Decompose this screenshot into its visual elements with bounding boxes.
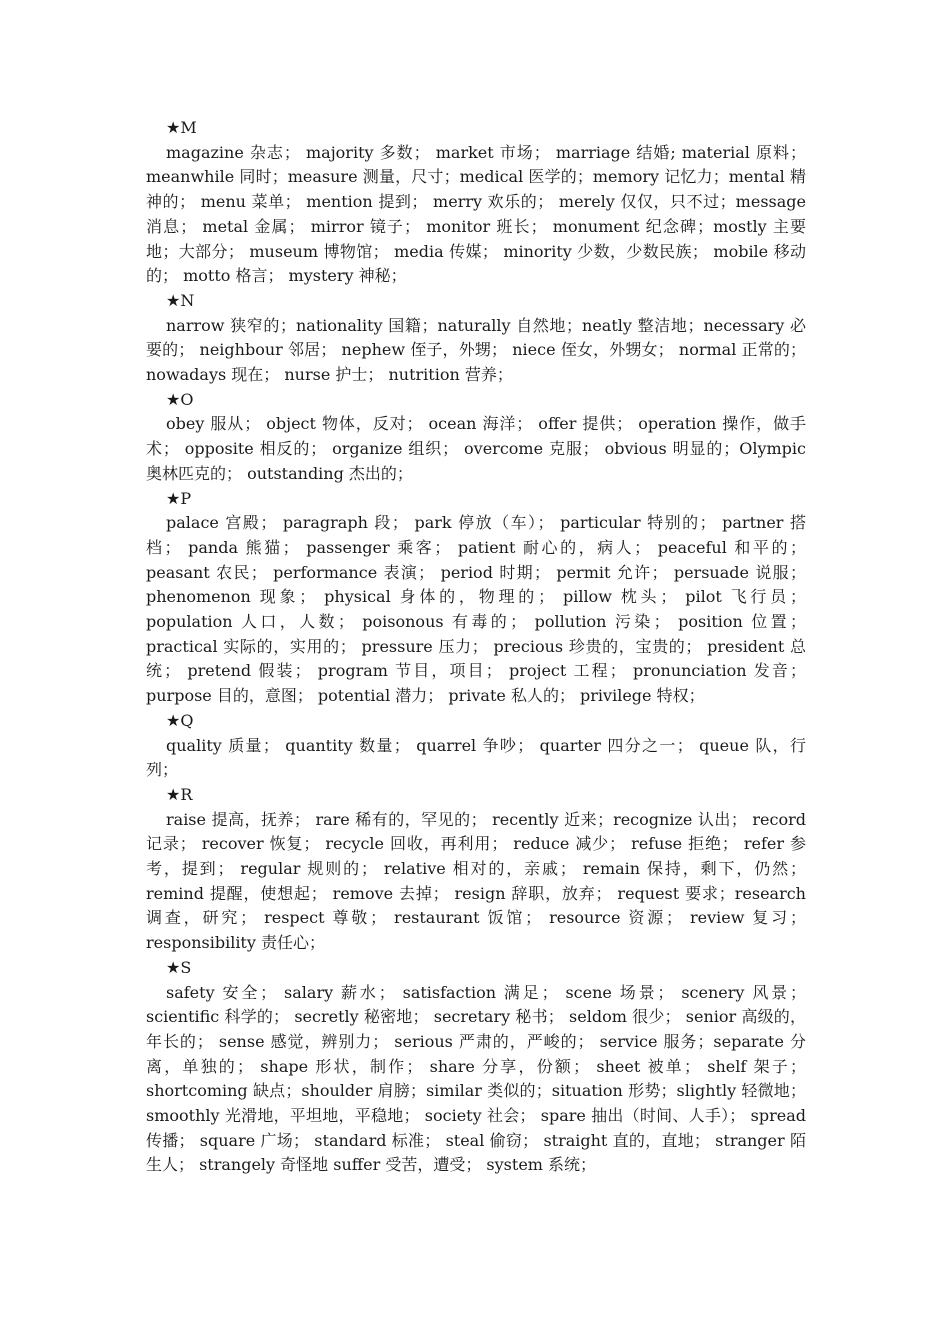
section-text-m: magazine 杂志； majority 多数； market 市场； marriage 结婚; material 原料；meanwhile 同时；measure 测量，尺寸；medical 医学的；memory 记忆力；mental 精神的； menu 菜单； mention 提到； merry 欢乐的； merely 仅仅，只不过；message 消息； metal 金属； mirror 镜子； monitor 班长； monument 纪念碑；mostly 主要地；大部分； museum 博物馆； media 传媒； minority 少数，少数民族； mobile 移动的； motto 格言； mystery 神秘； [146,142,806,286]
section-heading-o: ★O [166,389,194,409]
section-q [146,709,806,783]
section-p [146,487,806,709]
section-heading-p: ★P [166,488,192,508]
section-heading-s: ★S [166,957,192,977]
section-r [146,783,806,956]
section-text-n: narrow 狭窄的；nationality 国籍；naturally 自然地；neatly 整洁地；necessary 必要的； neighbour 邻居； nephew 侄子，外甥； niece 侄女，外甥女； normal 正常的； nowadays 现在； nurse 护士； nutrition 营养； [146,315,806,384]
section-heading-r: ★R [166,784,193,804]
section-text-o: obey 服从； object 物体，反对； ocean 海洋； offer 提供； operation 操作，做手术； opposite 相反的； organize 组织； overcome 克服； obvious 明显的；Olympic 奥林匹克的； outstanding 杰出的； [146,414,806,483]
section-heading-m: ★M [166,118,197,137]
section-text-s: safety 安全； salary 薪水； satisfaction 满足； scene 场景； scenery 风景；scientific 科学的； secretly 秘密地； secretary 秘书； seldom 很少； senior 高级的，年长的； sense 感觉，辨别力； serious 严肃的，严峻的； service 服务；separate 分离，单独的； shape 形状，制作； share 分享，份额； sheet 被单； shelf 架子；shortcoming 缺点；shoulder 肩膀；similar 类似的；situation 形势；slightly 轻微地； smoothly 光滑地，平坦地，平稳地； society 社会； spare 抽出（时间、人手）； spread 传播； square 广场； standard 标准； steal 偷窃； straight 直的，直地； stranger 陌生人； strangely 奇怪地 suffer 受苦，遭受； system 系统； [146,982,806,1175]
section-heading-n: ★N [166,290,195,310]
section-s [146,956,806,1178]
section-text-r: raise 提高，抚养； rare 稀有的，罕见的； recently 近来；recognize 认出； record 记录； recover 恢复； recycle 回收，再利用； reduce 减少； refuse 拒绝； refer 参考，提到； regular 规则的； relative 相对的，亲戚； remain 保持，剩下，仍然； remind 提醒，使想起； remove 去掉； resign 辞职，放弃； request 要求；research 调查，研究； respect 尊敬； restaurant 饭馆； resource 资源； review 复习； responsibility 责任心； [146,809,806,953]
vocabulary-page [146,116,806,1178]
section-m [146,116,806,289]
section-heading-q: ★Q [166,710,194,730]
section-text-q: quality 质量； quantity 数量； quarrel 争吵； quarter 四分之一； queue 队，行列； [146,735,806,780]
section-n [146,289,806,388]
section-o [146,388,806,487]
section-text-p: palace 宫殿； paragraph 段； park 停放（车）； particular 特别的； partner 搭档； panda 熊猫； passenger 乘客； patient 耐心的，病人； peaceful 和平的；peasant 农民； performance 表演； period 时期； permit 允许； persuade 说服；phenomenon 现象； physical 身体的，物理的； pillow 枕头； pilot 飞行员；population 人口，人数； poisonous 有毒的； pollution 污染； position 位置；practical 实际的，实用的； pressure 压力； precious 珍贵的，宝贵的； president 总统； pretend 假装； program 节目，项目； project 工程； pronunciation 发音；purpose 目的，意图； potential 潜力； private 私人的； privilege 特权； [146,513,806,706]
